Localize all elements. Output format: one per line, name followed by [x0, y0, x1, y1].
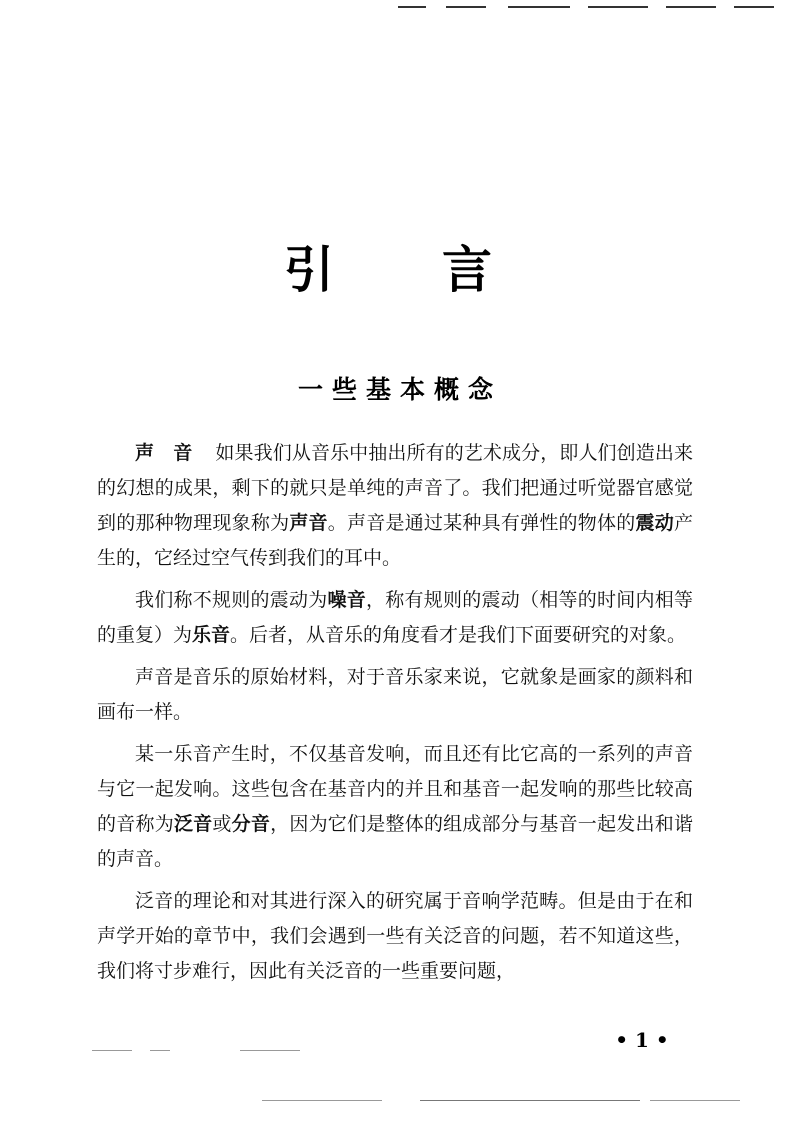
bold-term: 震动: [635, 512, 674, 534]
paragraph: [97, 737, 693, 877]
paragraph: [97, 660, 693, 730]
top-scan-rules: [398, 6, 778, 9]
text-segment: ，因为它们是整体的组成部分与基音一起发出和谐的声音。: [97, 813, 693, 870]
text-segment: 。后者，从音乐的角度看才是我们下面要研究的对象。: [230, 624, 687, 646]
rule-segment: [508, 6, 570, 8]
chapter-title-char: 引: [284, 241, 334, 299]
rule-segment: [446, 6, 486, 8]
bottom-scan-noise: [0, 1050, 800, 1051]
chapter-title: [0, 240, 800, 300]
text-segment: 如果我们从音乐中抽出所有的艺术成分，即人们创造出来的幻想的成果，剩下的就只是单纯的声音了。我们把通过听觉器官感觉到的那种物理现象称为: [97, 442, 693, 534]
text-segment: ，称有规则的震动（相等的时间内相等的重复）为: [97, 589, 693, 646]
scan-speck: [262, 1100, 382, 1101]
text-segment: 产生的，它经过空气传到我们的耳中。: [97, 512, 693, 569]
rule-segment: [588, 6, 648, 8]
scan-speck: [420, 1100, 640, 1101]
text-segment: 。声音是通过某种具有弹性的物体的: [327, 512, 636, 534]
text-segment: 声音是音乐的原始材料，对于音乐家来说，它就象是画家的颜料和画布一样。: [97, 666, 693, 723]
scan-speck: [240, 1050, 300, 1051]
bold-term: 分音: [231, 813, 271, 835]
bold-term: 乐音: [192, 624, 231, 646]
bold-term: 泛音: [173, 813, 213, 835]
bold-term: 声音: [289, 512, 328, 534]
section-title: 一些基本概念: [297, 375, 502, 404]
bold-term: 噪音: [327, 589, 366, 611]
paragraph: [97, 436, 693, 576]
rule-segment: [398, 6, 426, 8]
scan-speck: [92, 1050, 132, 1051]
text-segment: 或: [212, 813, 232, 835]
rule-segment: [666, 6, 716, 8]
body-text: [97, 436, 693, 996]
chapter-title-char: 言: [442, 241, 492, 299]
text-segment: 某一乐音产生时，不仅基音发响，而且还有比它高的一系列的声音与它一起发响。这些包含在基音内的并且和基音一起发响的那些比较高的音称为: [97, 743, 693, 835]
rule-segment: [734, 6, 774, 8]
paragraph: [97, 884, 693, 989]
bottom-scan-noise: [0, 1100, 800, 1101]
page-number: • 1 •: [615, 1028, 669, 1052]
scan-speck: [150, 1050, 170, 1051]
text-segment: 泛音的理论和对其进行深入的研究属于音响学范畴。但是由于在和声学开始的章节中，我们会遇到一些有关泛音的问题，若不知道这些，我们将寸步难行，因此有关泛音的一些重要问题，: [97, 890, 693, 982]
text-segment: 我们称不规则的震动为: [135, 589, 328, 611]
paragraph: [97, 583, 693, 653]
bold-term: 声 音: [135, 442, 193, 464]
scan-speck: [650, 1100, 740, 1101]
